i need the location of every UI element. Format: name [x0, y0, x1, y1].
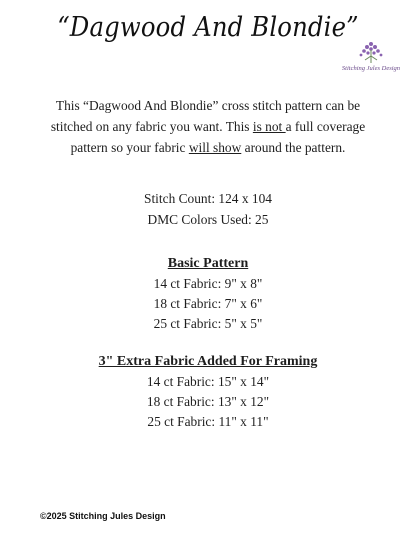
intro-paragraph — [38, 95, 378, 158]
intro-text: around the pattern. — [241, 140, 346, 155]
logo-text: Stitching Jules Design — [341, 65, 401, 72]
fabric-size-line: 18 ct Fabric: 13" x 12" — [146, 394, 270, 409]
page-title: “Dagwood And Blondie” — [57, 12, 359, 43]
lavender-sprig-icon — [354, 40, 388, 64]
copyright-footer: ©2025 Stitching Jules Design — [40, 511, 166, 521]
dmc-colors: DMC Colors Used: 25 — [147, 212, 269, 227]
extra-fabric-section — [0, 352, 416, 432]
section-heading: Basic Pattern — [167, 256, 249, 271]
fabric-size-line: 14 ct Fabric: 15" x 14" — [146, 374, 270, 389]
fabric-size-line: 25 ct Fabric: 11" x 11" — [147, 414, 269, 429]
intro-text: a full coverage pattern so your fabric — [70, 119, 366, 155]
fabric-size-line: 25 ct Fabric: 5" x 5" — [153, 316, 263, 331]
stitch-count: Stitch Count: 124 x 104 — [144, 191, 272, 206]
section-heading: 3" Extra Fabric Added For Framing — [98, 354, 318, 369]
brand-logo — [333, 40, 409, 76]
fabric-size-line: 14 ct Fabric: 9" x 8" — [153, 276, 263, 291]
pattern-stats — [0, 188, 416, 230]
intro-text: This “Dagwood And Blondie” cross stitch pattern can be stitched on any fabric you want. This — [50, 98, 361, 134]
fabric-size-line: 18 ct Fabric: 7" x 6" — [153, 296, 263, 311]
basic-pattern-section — [0, 254, 416, 334]
is-not-emphasis: is not — [252, 119, 286, 134]
will-show-emphasis: will show — [188, 140, 242, 155]
